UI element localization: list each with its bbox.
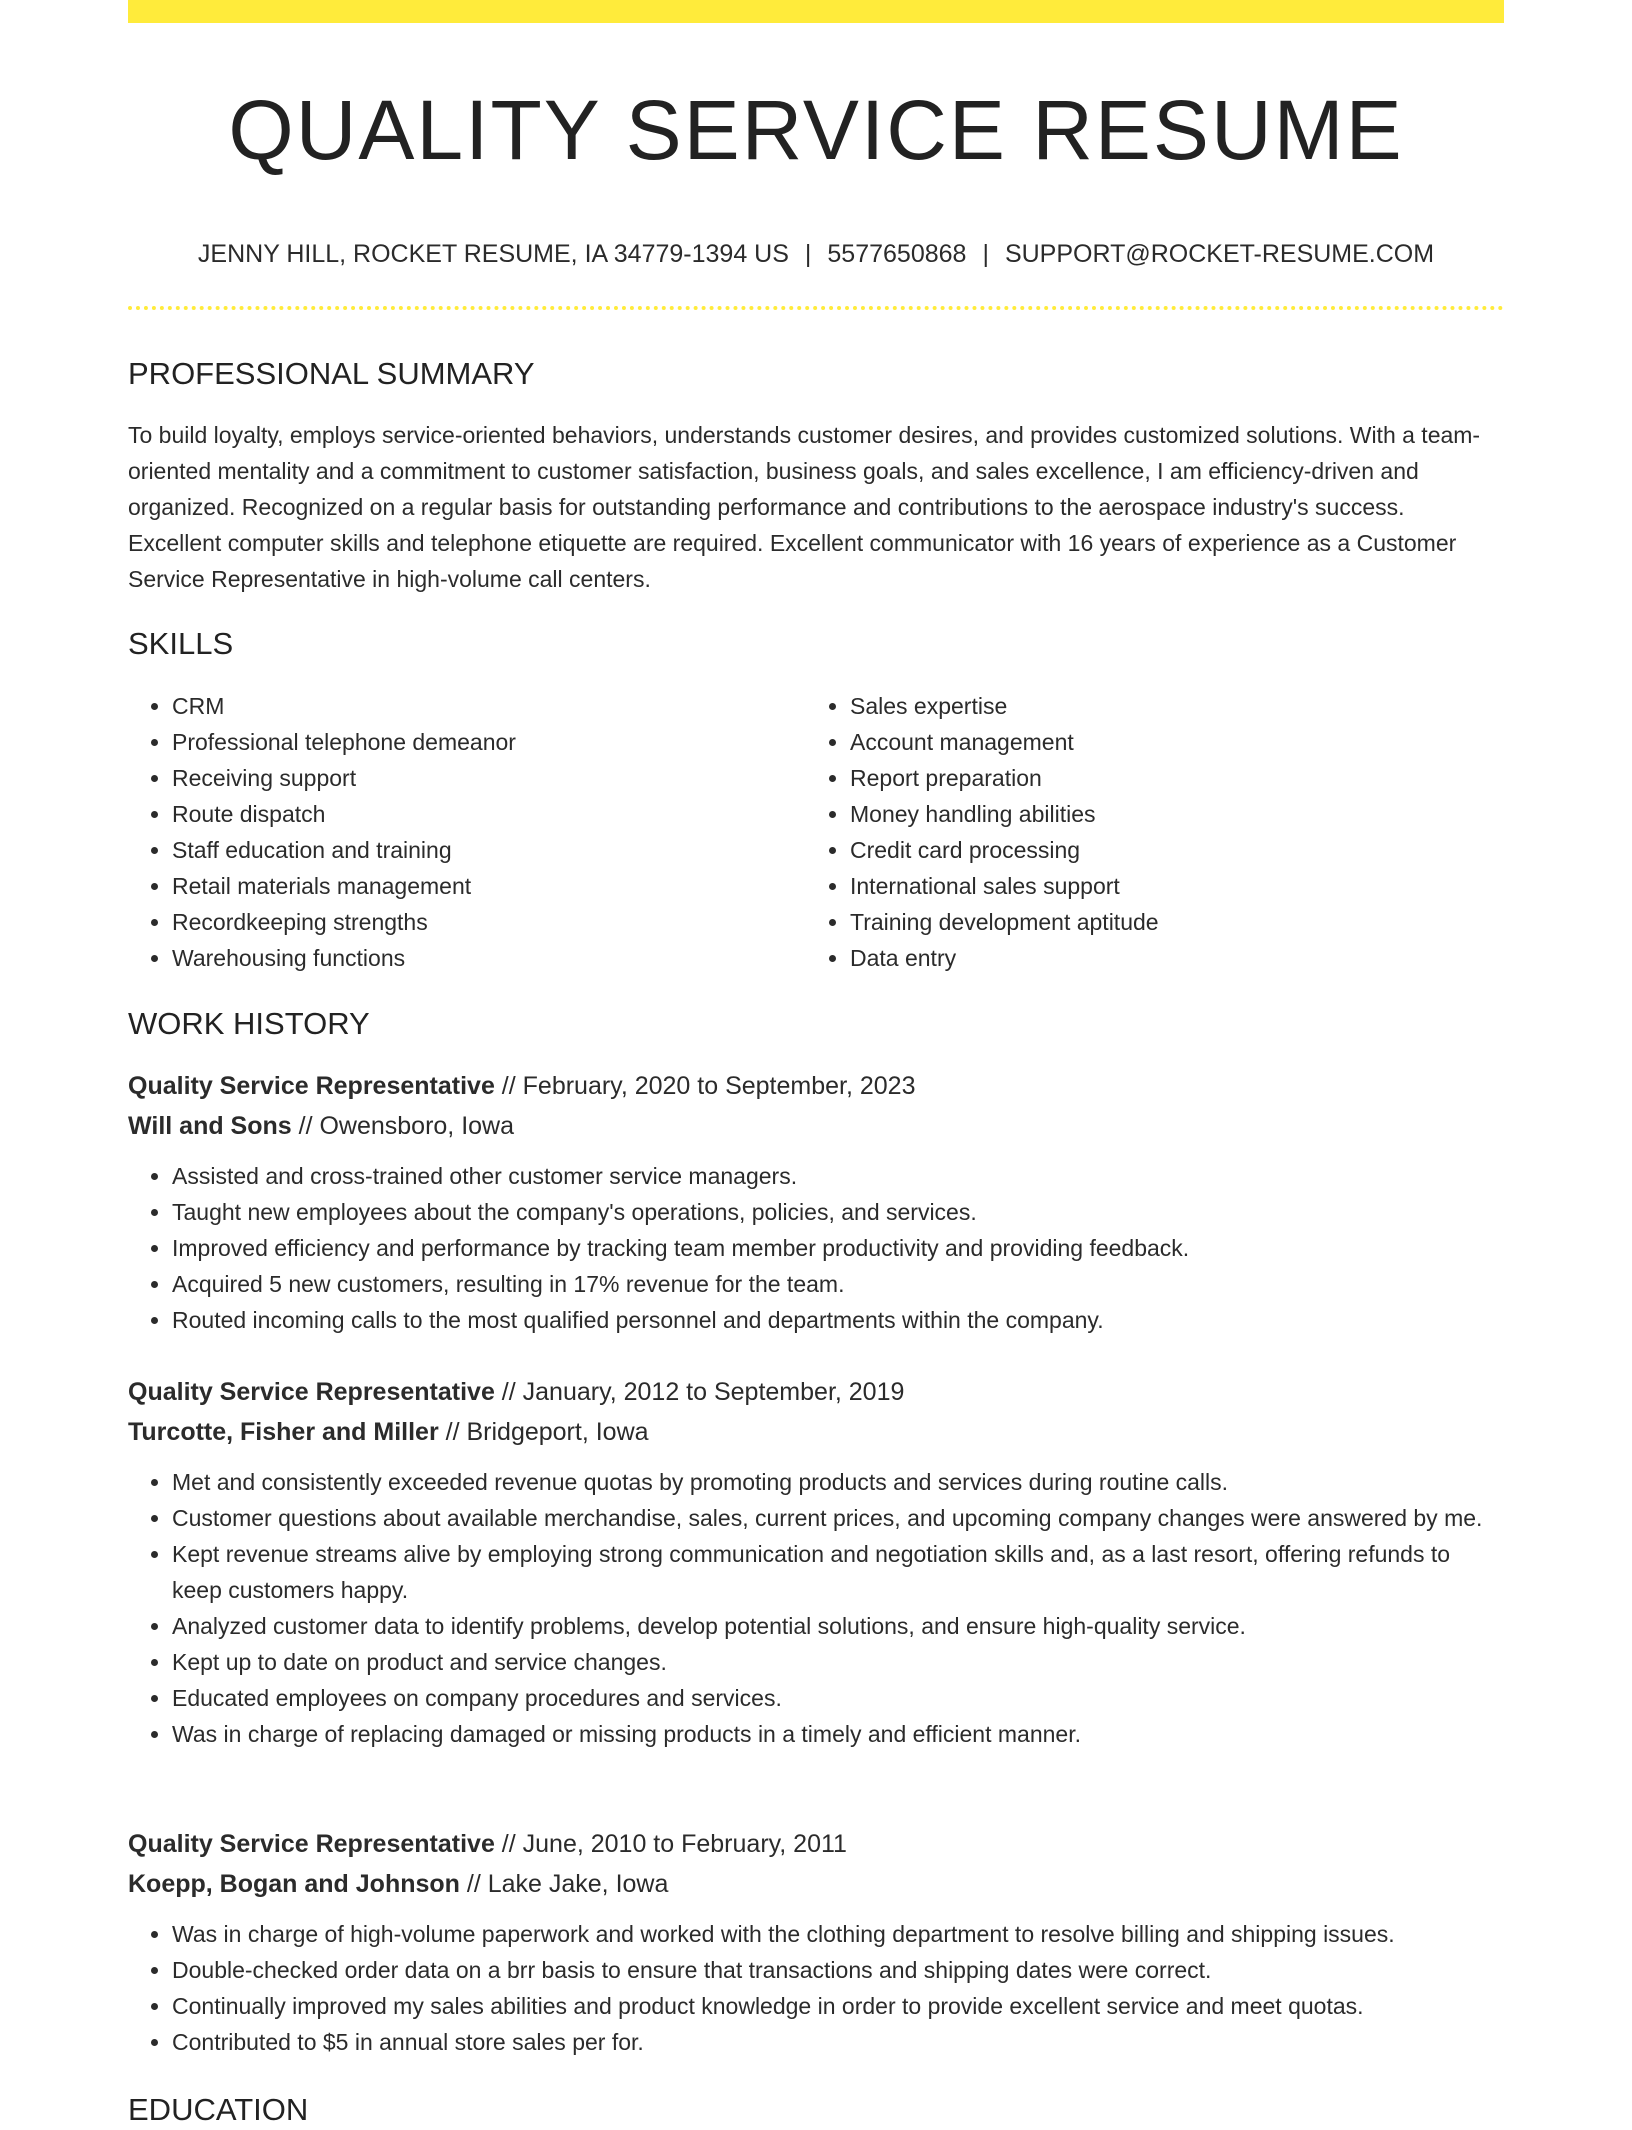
work-history-heading: WORK HISTORY [128,1006,370,1041]
job-company-line [128,1412,1504,1452]
job-company: Will and Sons [128,1112,292,1140]
dotted-divider [128,306,1504,310]
job-location: // Lake Jake, Iowa [459,1870,669,1898]
resume-title: QUALITY SERVICE RESUME [228,83,1404,177]
job-bullet: • Improved efficiency and performance by tracking team member productivity and providing feedback. [172,1230,1504,1266]
resume-page [128,0,1504,2127]
job-bullet: • Acquired 5 new customers, resulting in 17% revenue for the team. [172,1266,1504,1302]
job-bullet: • Double-checked order data on a brr basis to ensure that transactions and shipping dates were correct. [172,1952,1504,1988]
skills-heading: SKILLS [128,626,234,661]
skill-item: • Route dispatch [172,796,812,832]
skills-column-right [806,688,1490,976]
job-title-line [128,1824,1504,1864]
contact-separator: | [982,240,989,268]
education-heading: EDUCATION [128,2092,309,2127]
skill-item: • Training development aptitude [850,904,1490,940]
job-entry [128,1824,1504,2060]
skill-item: • Sales expertise [850,688,1490,724]
top-accent-bar [128,0,1504,23]
job-dates: // January, 2012 to September, 2019 [494,1378,905,1406]
summary-text: To build loyalty, employs service-oriented behaviors, understands customer desires, and provides customized solutions. With a team-oriented mentality and a commitment to customer satisfaction, business goals, and sales excellence, I am efficiency-driven and organized. Recognized on a regular basis for outstanding performance and contributions to the aerospace industry's success. Excellent computer skills and telephone etiquette are required. Excellent communicator with 16 years of experience as a Customer Service Representative in high-volume call centers. [128,422,1481,592]
job-bullet: • Educated employees on company procedures and services. [172,1680,1504,1716]
skill-item: • Warehousing functions [172,940,812,976]
job-bullets [128,1158,1504,1338]
job-location: // Owensboro, Iowa [291,1112,514,1140]
job-bullet: • Routed incoming calls to the most qualified personnel and departments within the company. [172,1302,1504,1338]
skill-item: • Receiving support [172,760,812,796]
skill-item: • Credit card processing [850,832,1490,868]
job-company-line [128,1864,1504,1904]
job-bullet: • Met and consistently exceeded revenue quotas by promoting products and services during routine calls. [172,1464,1504,1500]
job-company: Turcotte, Fisher and Miller [128,1418,439,1446]
job-dates: // June, 2010 to February, 2011 [494,1830,847,1858]
job-title: Quality Service Representative [128,1072,495,1100]
contact-separator: | [804,240,812,268]
job-title-line [128,1372,1504,1412]
job-bullet: • Customer questions about available merchandise, sales, current prices, and upcoming company changes were answered by me. [172,1500,1504,1536]
job-bullet: • Analyzed customer data to identify problems, develop potential solutions, and ensure high-quality service. [172,1608,1504,1644]
job-bullet: • Kept revenue streams alive by employing strong communication and negotiation skills and, as a last resort, offering refunds to keep customers happy. [172,1536,1504,1608]
job-company: Koepp, Bogan and Johnson [128,1870,460,1898]
job-bullet: • Kept up to date on product and service changes. [172,1644,1504,1680]
skill-item: • CRM [172,688,812,724]
job-bullets [128,1464,1504,1752]
summary-heading: PROFESSIONAL SUMMARY [128,356,535,391]
job-entry [128,1372,1504,1752]
skill-item: • Report preparation [850,760,1490,796]
job-bullet: • Was in charge of replacing damaged or missing products in a timely and efficient manner. [172,1716,1504,1752]
skill-item: • Recordkeeping strengths [172,904,812,940]
skill-item: • Money handling abilities [850,796,1490,832]
contact-line [128,236,1504,272]
job-company-line [128,1106,1504,1146]
job-title: Quality Service Representative [128,1830,495,1858]
skill-item: • International sales support [850,868,1490,904]
contact-address: JENNY HILL, ROCKET RESUME, IA 34779-1394 US [197,240,789,268]
contact-phone: 5577650868 [827,240,967,268]
skills-column-left [128,688,812,976]
skill-item: • Account management [850,724,1490,760]
job-location: // Bridgeport, Iowa [438,1418,649,1446]
job-entry [128,1066,1504,1338]
skill-item: • Professional telephone demeanor [172,724,812,760]
job-bullet: • Taught new employees about the company's operations, policies, and services. [172,1194,1504,1230]
skill-item: • Retail materials management [172,868,812,904]
skill-item: • Data entry [850,940,1490,976]
job-bullet: • Continually improved my sales abilities and product knowledge in order to provide excellent service and meet quotas. [172,1988,1504,2024]
job-title-line [128,1066,1504,1106]
job-title: Quality Service Representative [128,1378,495,1406]
job-bullet: • Was in charge of high-volume paperwork and worked with the clothing department to resolve billing and shipping issues. [172,1916,1504,1952]
skill-item: • Staff education and training [172,832,812,868]
contact-email: SUPPORT@ROCKET-RESUME.COM [1004,240,1435,268]
job-bullet: • Assisted and cross-trained other customer service managers. [172,1158,1504,1194]
job-bullet: • Contributed to $5 in annual store sales per for. [172,2024,1504,2060]
job-dates: // February, 2020 to September, 2023 [494,1072,916,1100]
job-bullets [128,1916,1504,2060]
